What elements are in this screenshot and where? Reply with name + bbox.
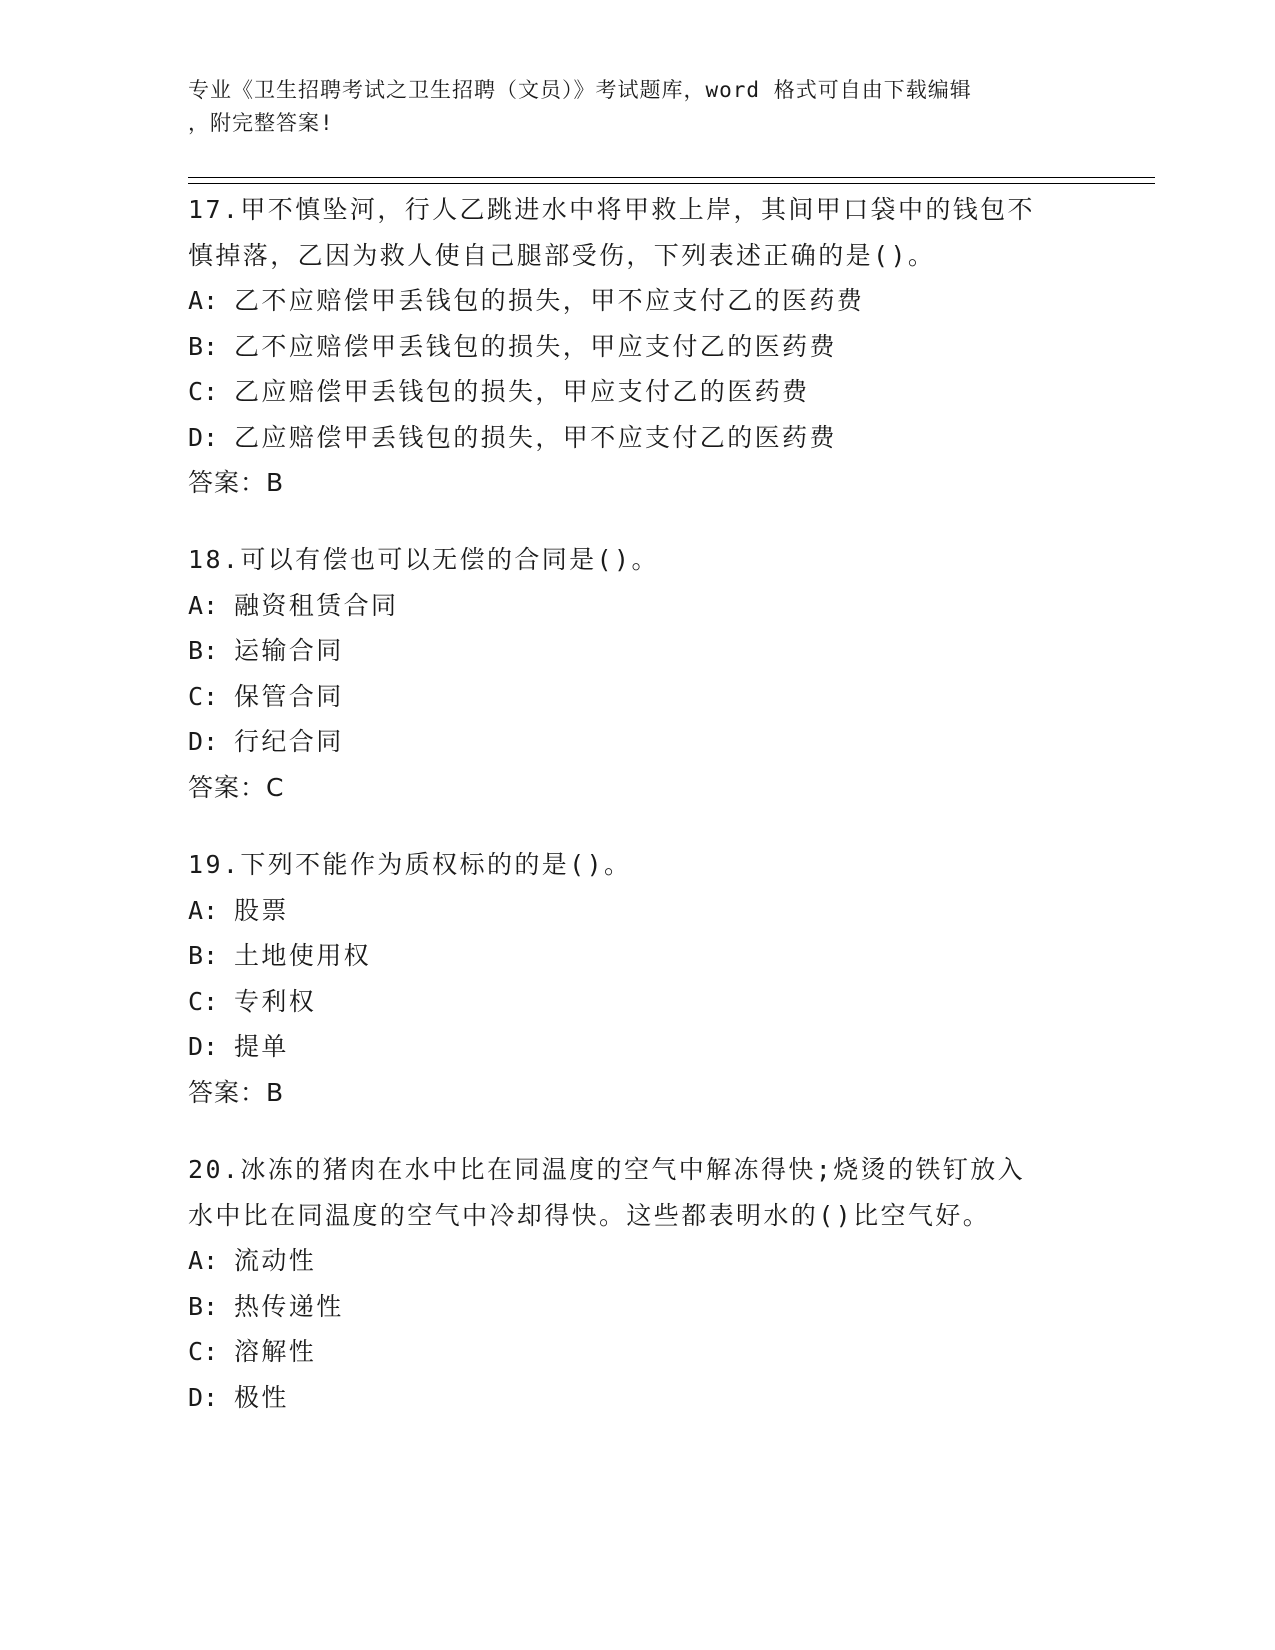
- option-a: [188, 888, 1088, 934]
- option-a: [188, 1238, 1088, 1284]
- option-c: [188, 369, 1088, 415]
- question-text-line: 18.可以有偿也可以无偿的合同是()。: [188, 545, 659, 574]
- option-d: [188, 719, 1088, 765]
- answer-text: 答案：C: [188, 772, 285, 802]
- option-d: [188, 1024, 1088, 1070]
- option-text: 流动性: [234, 1246, 317, 1275]
- header-line-2: ，附完整答案!: [188, 111, 334, 135]
- question-text-line: 水中比在同温度的空气中冷却得快。这些都表明水的()比空气好。: [188, 1200, 991, 1230]
- answer-text: 答案：B: [188, 468, 285, 497]
- option-label: A:: [188, 590, 219, 620]
- question-text-line: 慎掉落，乙因为救人使自己腿部受伤，下列表述正确的是()。: [188, 240, 936, 270]
- option-c: [188, 674, 1088, 720]
- option-text: 行纪合同: [234, 727, 344, 756]
- option-text: 乙不应赔偿甲丢钱包的损失，甲不应支付乙的医药费: [234, 286, 865, 315]
- question-17: [188, 187, 1088, 506]
- option-label: B:: [188, 1291, 219, 1321]
- question-20: [188, 1147, 1088, 1420]
- option-label: C:: [188, 986, 219, 1016]
- option-label: B:: [188, 636, 219, 665]
- option-text: 乙应赔偿甲丢钱包的损失，甲不应支付乙的医药费: [234, 422, 837, 452]
- option-b: [188, 628, 1088, 674]
- header-divider-bottom: [188, 183, 1155, 184]
- option-label: A:: [188, 286, 219, 315]
- document-header: [188, 74, 1068, 140]
- option-label: D:: [188, 1382, 219, 1412]
- option-d: [188, 415, 1088, 461]
- question-19: [188, 842, 1088, 1115]
- option-text: 乙应赔偿甲丢钱包的损失，甲应支付乙的医药费: [234, 377, 810, 406]
- option-text: 融资租赁合同: [234, 590, 399, 620]
- option-label: D:: [188, 727, 219, 756]
- header-divider-top: [188, 177, 1155, 178]
- option-c: [188, 979, 1088, 1025]
- question-text-line: 19.下列不能作为质权标的的是()。: [188, 850, 632, 879]
- option-label: C:: [188, 1337, 219, 1366]
- option-text: 乙不应赔偿甲丢钱包的损失，甲应支付乙的医药费: [234, 331, 837, 361]
- header-line-1: 专业《卫生招聘考试之卫生招聘（文员）》考试题库，word 格式可自由下载编辑: [188, 78, 972, 102]
- option-label: C:: [188, 681, 219, 711]
- question-text-line: 20.冰冻的猪肉在水中比在同温度的空气中解冻得快;烧烫的铁钉放入: [188, 1155, 1026, 1184]
- option-b: [188, 1284, 1088, 1330]
- option-b: [188, 933, 1088, 979]
- option-a: [188, 583, 1088, 629]
- option-text: 土地使用权: [234, 941, 372, 970]
- option-label: B:: [188, 331, 219, 361]
- option-text: 保管合同: [234, 681, 344, 711]
- option-label: C:: [188, 377, 219, 406]
- option-a: [188, 278, 1088, 324]
- option-label: A:: [188, 895, 219, 925]
- option-label: D:: [188, 422, 219, 452]
- option-text: 极性: [234, 1382, 289, 1412]
- option-d: [188, 1375, 1088, 1421]
- question-text-line: 17.甲不慎坠河，行人乙跳进水中将甲救上岸，其间甲口袋中的钱包不: [188, 195, 1035, 224]
- option-c: [188, 1329, 1088, 1375]
- question-18: [188, 537, 1088, 810]
- option-text: 专利权: [234, 986, 317, 1016]
- option-text: 运输合同: [234, 636, 344, 665]
- answer-text: 答案：B: [188, 1077, 285, 1107]
- option-text: 提单: [234, 1032, 289, 1061]
- option-text: 股票: [234, 895, 289, 925]
- option-label: D:: [188, 1032, 219, 1061]
- option-text: 热传递性: [234, 1291, 344, 1321]
- option-text: 溶解性: [234, 1337, 317, 1366]
- option-b: [188, 324, 1088, 370]
- option-label: A:: [188, 1246, 219, 1275]
- option-label: B:: [188, 941, 219, 970]
